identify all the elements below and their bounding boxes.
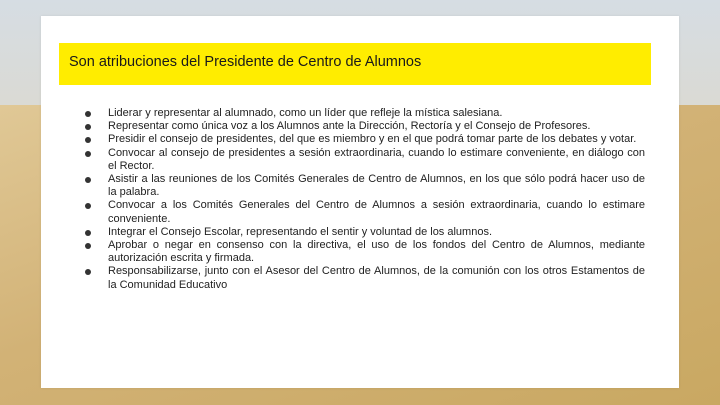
bullet-icon [85,243,91,249]
title-bar [59,43,651,85]
bullet-icon [85,269,91,275]
slide [41,16,679,388]
list-item-text: Liderar y representar al alumnado, como un líder que refleje la mística salesiana. [108,107,503,119]
list-item-text: Asistir a las reuniones de los Comités Generales de Centro de Alumnos, en los que sólo podrá hacer uso de la palabra. [108,173,645,199]
list-item-text: Aprobar o negar en consenso con la directiva, el uso de los fondos del Centro de Alumnos, mediante autorización escrita y firmada. [108,239,645,265]
list-item [81,226,645,239]
list-item-text: Convocar a los Comités Generales del Centro de Alumnos a sesión extraordinaria, cuando lo estimare conveniente. [108,199,645,225]
list-item-text: Presidir el consejo de presidentes, del que es miembro y en el que podrá tomar parte de los debates y votar. [108,133,637,146]
bullet-icon [85,111,91,117]
bullet-icon [85,151,91,157]
list-item [81,107,645,120]
list-item [81,133,645,146]
attributions-list [81,107,645,292]
list-item-text: Representar como única voz a los Alumnos ante la Dirección, Rectoría y el Consejo de Profesores. [108,120,591,133]
list-item-text: Responsabilizarse, junto con el Asesor del Centro de Alumnos, de la comunión con los otros Estamentos de la Comunidad Educativo [108,265,645,291]
bullet-icon [85,230,91,236]
list-item [81,239,645,265]
list-item [81,265,645,291]
list-item [81,147,645,173]
bullet-icon [85,137,91,143]
list-item-text: Integrar el Consejo Escolar, representando el sentir y voluntad de los alumnos. [108,225,492,238]
bullet-icon [85,177,91,183]
bullet-icon [85,124,91,130]
bullet-icon [85,203,91,209]
slide-title: Son atribuciones del Presidente de Centro de Alumnos [69,54,422,70]
list-item [81,199,645,225]
list-item [81,120,645,133]
list-item-text: Convocar al consejo de presidentes a sesión extraordinaria, cuando lo estimare conveniente, en diálogo con el Rector. [108,146,645,172]
list-item [81,173,645,199]
